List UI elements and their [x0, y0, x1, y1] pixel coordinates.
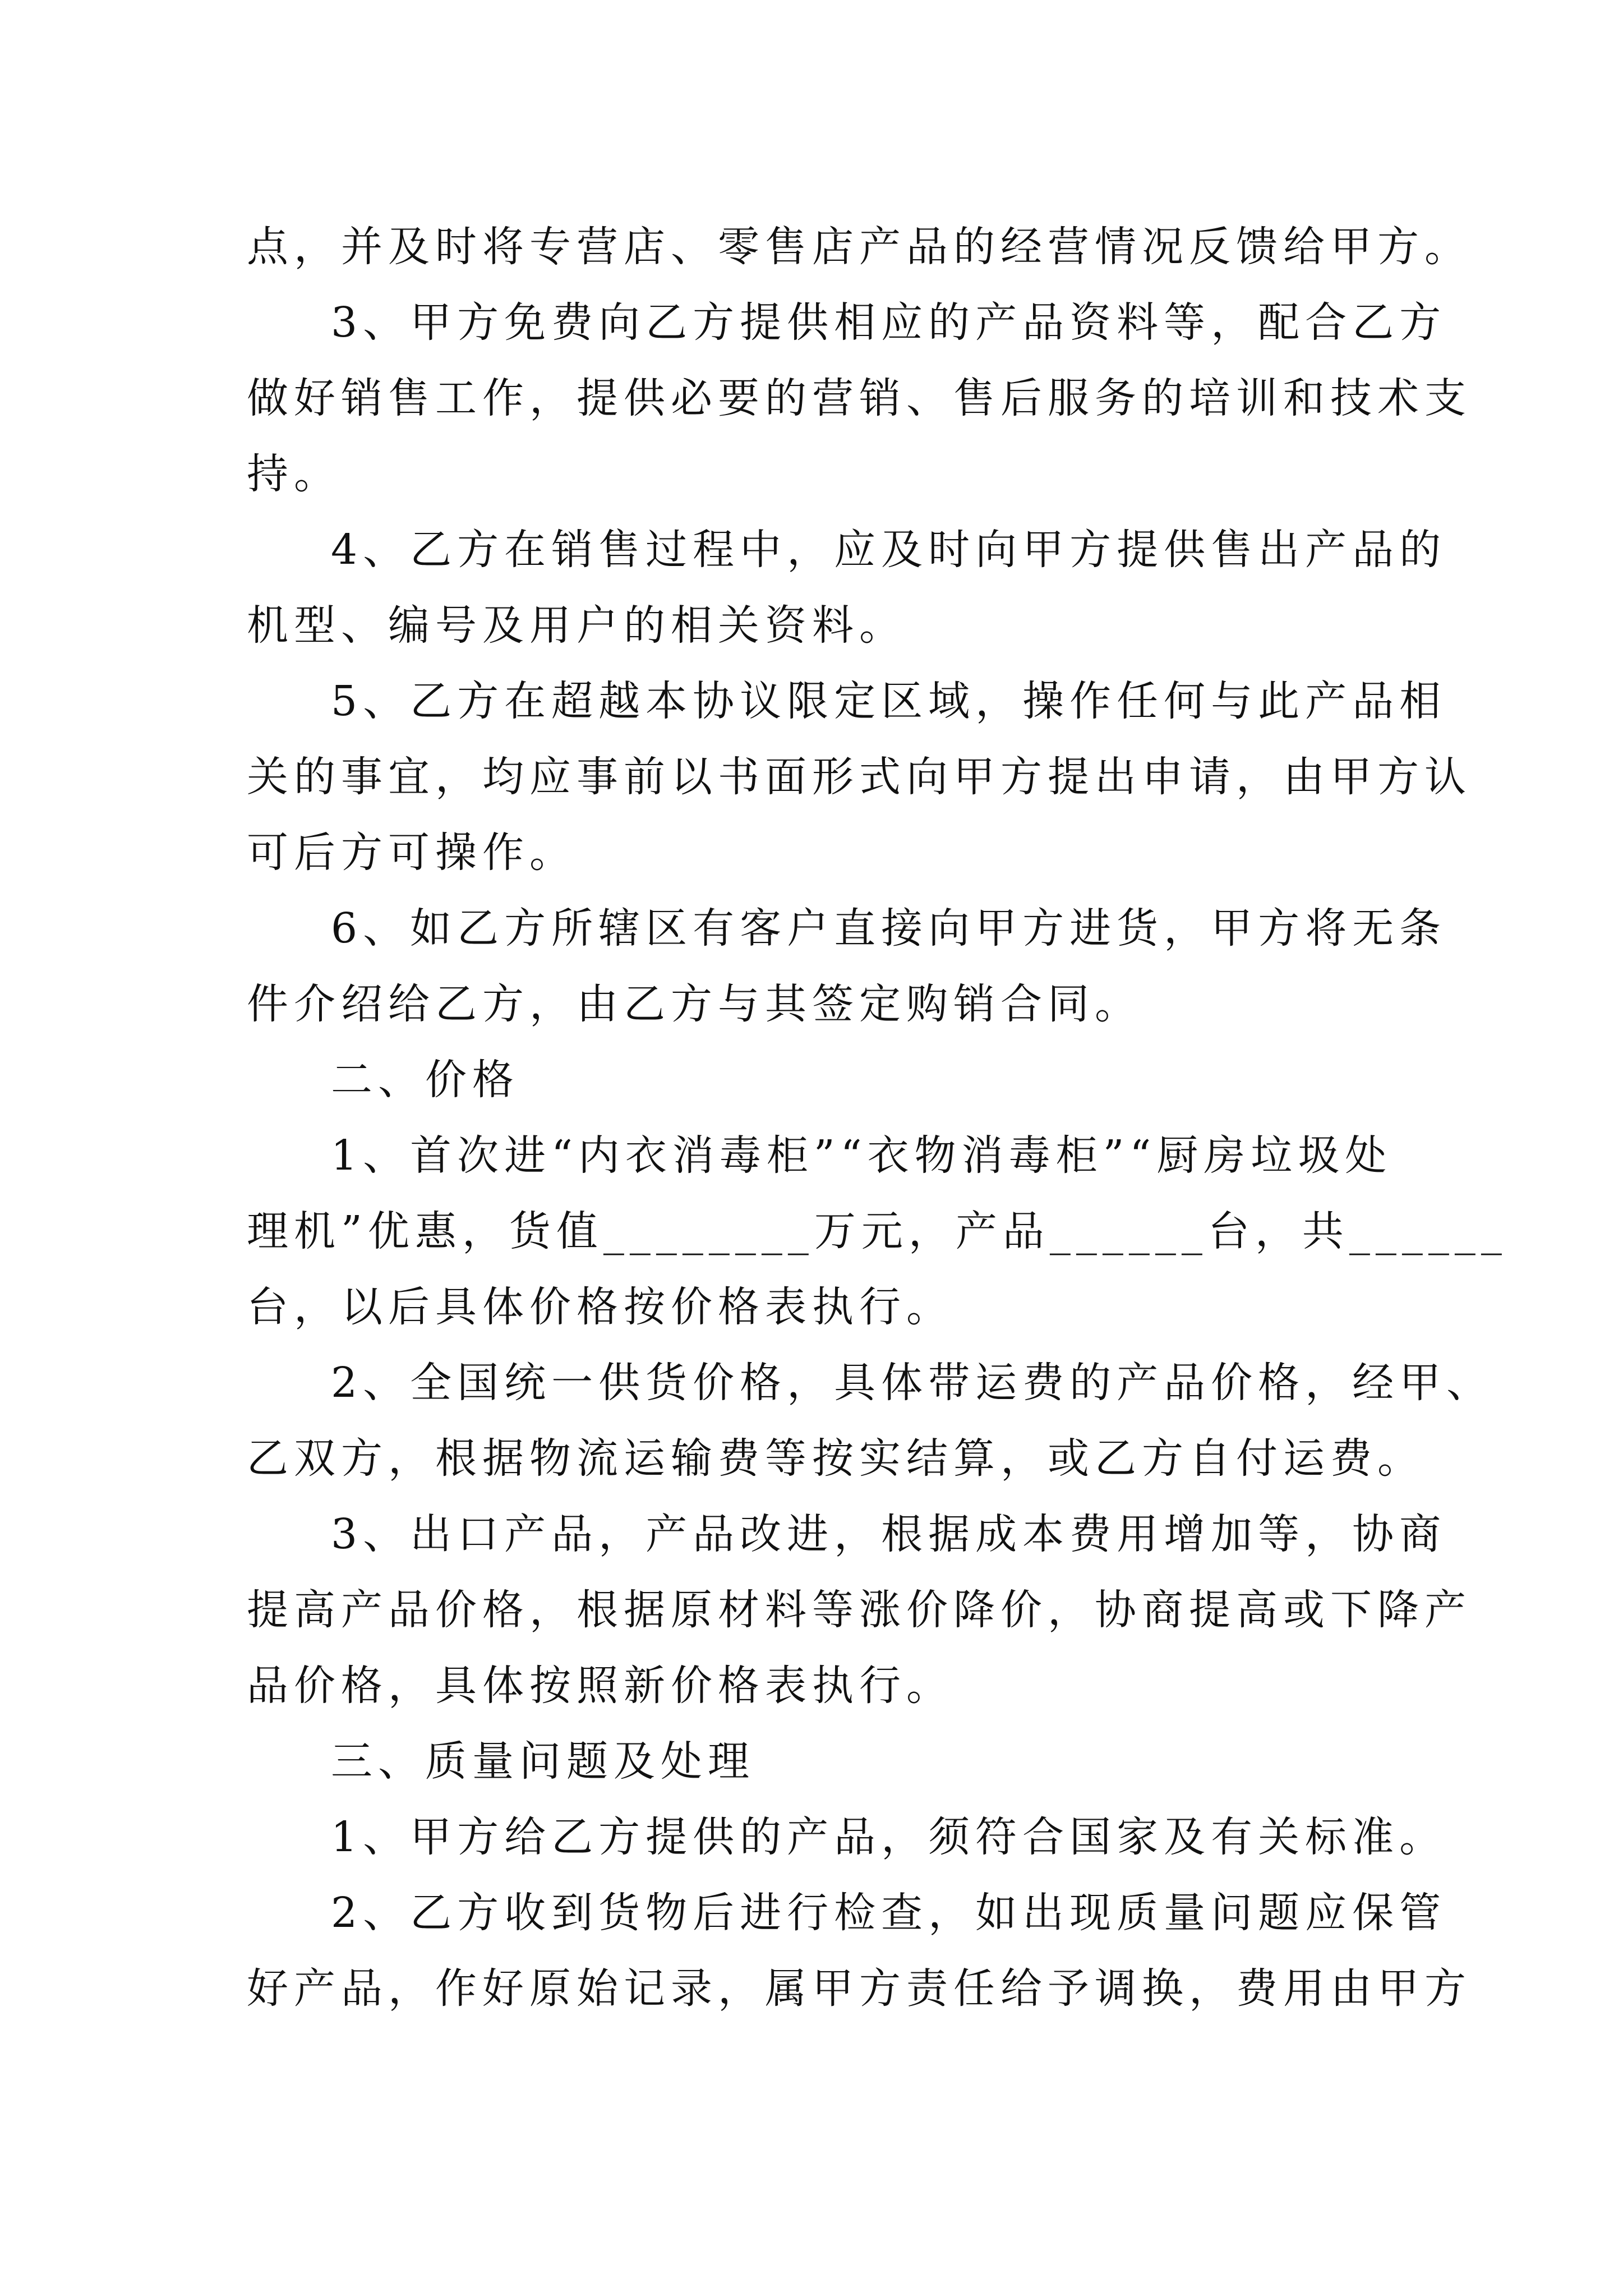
text-line: 1、首次进“内衣消毒柜”“衣物消毒柜”“厨房垃圾处: [331, 1131, 1393, 1180]
text-line: 5、乙方在超越本协议限定区域，操作任何与此产品相: [331, 677, 1447, 725]
text-line: 品价格，具体按照新价格表执行。: [247, 1662, 953, 1710]
text-line: 机型、编号及用户的相关资料。: [247, 601, 906, 650]
text-line: 件介绍给乙方，由乙方与其签定购销合同。: [247, 980, 1142, 1028]
text-line: 6、如乙方所辖区有客户直接向甲方进货，甲方将无条: [331, 904, 1447, 953]
section-heading: 三、质量问题及处理: [331, 1737, 755, 1786]
text-line: 2、全国统一供货价格，具体带运费的产品价格，经甲、: [331, 1359, 1494, 1407]
text-line: 3、出口产品，产品改进，根据成本费用增加等，协商: [331, 1510, 1447, 1558]
text-line: 4、乙方在销售过程中，应及时向甲方提供售出产品的: [331, 526, 1447, 574]
text-line: 点，并及时将专营店、零售店产品的经营情况反馈给甲方。: [247, 223, 1472, 271]
text-line: 持。: [247, 450, 341, 498]
text-line: 提高产品价格，根据原材料等涨价降价，协商提高或下降产: [247, 1586, 1472, 1634]
text-line: 2、乙方收到货物后进行检查，如出现质量问题应保管: [331, 1889, 1447, 1937]
text-line: 台，以后具体价格按价格表执行。: [247, 1283, 953, 1331]
text-line: 做好销售工作，提供必要的营销、售后服务的培训和技术支: [247, 374, 1472, 422]
text-line: 乙双方，根据物流运输费等按实结算，或乙方自付运费。: [247, 1434, 1424, 1483]
text-line: 关的事宜，均应事前以书面形式向甲方提出申请，由甲方认: [247, 753, 1472, 801]
section-heading: 二、价格: [331, 1056, 519, 1104]
text-line: 3、甲方免费向乙方提供相应的产品资料等，配合乙方: [331, 298, 1447, 347]
text-line: 1、甲方给乙方提供的产品，须符合国家及有关标准。: [331, 1813, 1447, 1861]
text-line: 可后方可操作。: [247, 829, 577, 877]
text-line: 理机”优惠，货值________万元，产品______台，共______: [247, 1207, 1507, 1255]
text-line: 好产品，作好原始记录，属甲方责任给予调换，费用由甲方: [247, 1964, 1472, 2013]
